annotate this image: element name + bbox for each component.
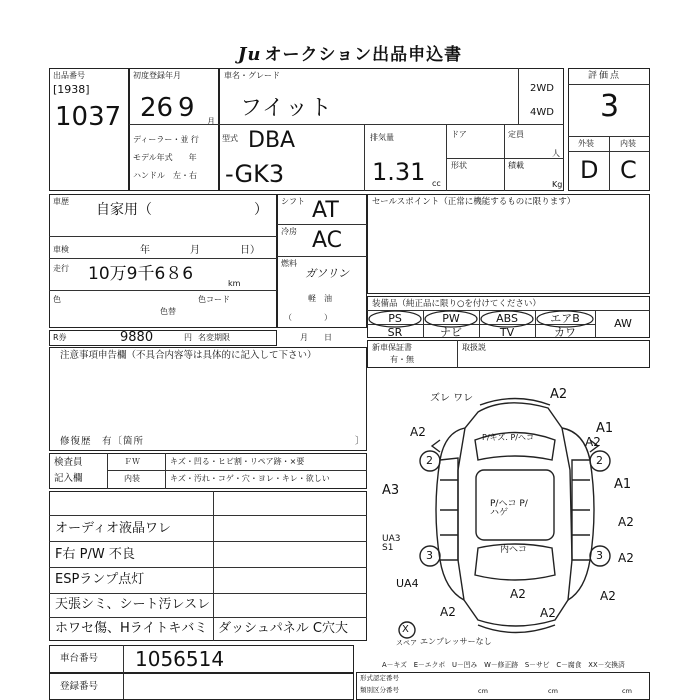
diag-ann-15: A2 xyxy=(440,605,456,619)
recycle-unit: 円 xyxy=(184,333,192,342)
history-value: 自家用（ xyxy=(96,202,152,218)
title-text: オークション出品申込書 xyxy=(264,45,463,65)
diag-ann-12: A2 xyxy=(618,551,634,565)
capacity-unit: 人 xyxy=(552,149,560,158)
recycle-label: R券 xyxy=(53,333,67,342)
diag-ann-13: UA4 xyxy=(396,577,419,590)
legend-cm-3: cm xyxy=(622,687,632,695)
registration-year: 26 xyxy=(140,93,174,123)
inspector-interior-label: 内装 xyxy=(124,474,140,483)
diag-ann-1: A2 xyxy=(550,387,568,402)
diag-circle-4: 3 xyxy=(596,549,603,562)
newcar-value: 有・無 xyxy=(390,355,414,364)
recycle-value: 9880 xyxy=(120,330,154,345)
diag-ann-17: A2 xyxy=(540,606,556,620)
diag-ann-2: A2 xyxy=(410,425,426,439)
type-value: DBA xyxy=(248,128,296,153)
notes-label: 注意事項申告欄（不具合内容等は具体的に記入して下さい） xyxy=(60,350,317,361)
door-label: ドア xyxy=(451,130,467,139)
lot-small-label: 出品番号 xyxy=(53,71,85,80)
diag-ann-10: UA3 S1 xyxy=(382,534,401,553)
remark-1: オーディオ液晶ワレ xyxy=(55,521,171,536)
diag-ann-0: ズレ ワレ xyxy=(430,393,474,404)
carname-value: フイット xyxy=(240,96,334,121)
diag-circle-3: 3 xyxy=(426,549,433,562)
chassis-value: 1056514 xyxy=(135,647,225,671)
grade-interior-label: 内装 xyxy=(620,139,636,148)
grade-exterior-label: 外装 xyxy=(578,139,594,148)
fuel-paren: （ ） xyxy=(284,313,332,322)
legend-model-cert: 形式認定番号 xyxy=(360,674,399,682)
capacity-label: 定員 xyxy=(508,130,524,139)
repair-close: 〕 xyxy=(355,436,365,447)
mileage-value: 10万9千6８6 xyxy=(88,264,194,284)
color-change-label: 色替 xyxy=(160,307,176,316)
lot-small-code: [1938] xyxy=(53,83,90,96)
fuel-label: 燃料 xyxy=(281,259,297,268)
diag-ann-16: A2 xyxy=(510,587,526,601)
manual-label: 取扱説 xyxy=(462,343,486,352)
ac-value: AC xyxy=(312,228,343,253)
legend-cm-1: cm xyxy=(478,687,488,695)
displacement-unit: cc xyxy=(432,179,441,188)
displacement-value: 1.31 xyxy=(372,158,426,186)
load-label: 積載 xyxy=(508,161,524,170)
legend-cm-2: cm xyxy=(548,687,558,695)
color-code-label: 色コード xyxy=(198,295,230,304)
ac-label: 冷房 xyxy=(281,227,297,236)
shift-label: シフト xyxy=(281,197,305,206)
equip-camera: カワ xyxy=(554,326,576,339)
repair-label: 修復歴 有〔箇所 xyxy=(60,436,145,447)
remark-3: ESPランプ点灯 xyxy=(55,572,145,587)
recycle-box xyxy=(49,330,277,346)
diag-spare-label: スペア xyxy=(396,639,417,647)
diag-ann-4: A2 xyxy=(585,435,601,449)
grade-interior-value: C xyxy=(620,156,637,184)
diag-ann-7: A3 xyxy=(382,483,400,498)
equip-tv: TV xyxy=(499,326,515,339)
grade-exterior-value: D xyxy=(580,156,599,184)
equip-navi: ナビ xyxy=(440,326,462,339)
inspector-fw-text: キズ・凹る・ヒビ割・リペア跡・×要 xyxy=(170,457,305,466)
chassis-label: 車台番号 xyxy=(60,653,99,664)
sales-point-box xyxy=(367,194,650,294)
color-label: 色 xyxy=(53,295,61,304)
diag-ann-8: P/ヘコ P/ハゲ xyxy=(490,499,528,518)
load-unit: Kg xyxy=(552,180,563,189)
remark-2: F右 P/W 不良 xyxy=(55,547,135,562)
history-close: ） xyxy=(254,202,268,218)
diag-spare-note: エンプレッサーなし xyxy=(420,637,492,646)
inspector-label-2: 記入欄 xyxy=(54,473,83,484)
mileage-unit: km xyxy=(228,279,241,288)
equip-abs: ABS xyxy=(496,312,518,325)
registration-number-label: 登録番号 xyxy=(60,681,99,692)
sales-point-label: セールスポイント（正常に機能するものに限ります） xyxy=(372,197,576,207)
carname-label: 車名・グレード xyxy=(224,71,280,80)
legend-box xyxy=(356,672,650,700)
diag-circle-0: 2 xyxy=(426,454,433,467)
equip-sr: SR xyxy=(387,326,403,339)
equip-pw: PW xyxy=(442,312,460,325)
diag-circle-1: 2 xyxy=(596,454,603,467)
remark-4: 天張シミ、シート汚レスレ xyxy=(55,597,211,612)
equip-aw: AW xyxy=(614,317,632,330)
handle-label: ハンドル 左・右 xyxy=(133,171,197,180)
equip-ps: PS xyxy=(388,312,402,325)
type-label: 型式 xyxy=(222,134,238,143)
equipment-label: 装備品（純正品に限り○を付けてください） xyxy=(372,299,541,309)
diag-spare-mark: X xyxy=(402,624,409,635)
ju-logo: Ju xyxy=(237,44,262,65)
remarks-box xyxy=(49,491,367,641)
registration-month-unit: 月 xyxy=(207,117,215,126)
registration-month: 9 xyxy=(178,93,195,123)
lot-number: 1037 xyxy=(55,102,122,132)
model-year-label: モデル年式 年 xyxy=(133,153,197,162)
diag-ann-6: A1 xyxy=(614,477,632,492)
shift-value: AT xyxy=(312,198,339,223)
fuel-value: ガソリン xyxy=(305,267,349,280)
name-change-label: 名変期限 xyxy=(198,333,230,342)
mileage-label: 走行 xyxy=(53,264,69,273)
diag-ann-14: A2 xyxy=(600,589,616,603)
diag-ann-3: A1 xyxy=(596,421,614,436)
equip-airbag: エアB xyxy=(550,312,580,325)
name-change-unit: 月 日 xyxy=(300,333,332,342)
legend-class: 類別区分番号 xyxy=(360,686,399,694)
diag-ann-5: P/キズ. P/ヘコ xyxy=(482,433,534,442)
shape-label: 形状 xyxy=(451,161,467,170)
grade-score: 3 xyxy=(600,89,620,124)
remark-5: ホワセ傷、Hライトキバミ xyxy=(55,621,208,636)
registration-label: 初度登録年月 xyxy=(133,71,181,80)
newcar-label: 新車保証書 xyxy=(372,343,412,352)
inspection-text: 年 月 日） xyxy=(140,245,260,256)
remark-6: ダッシュパネル C穴大 xyxy=(218,621,348,636)
inspector-label-1: 検査員 xyxy=(54,457,83,468)
type-value-2: -GK3 xyxy=(225,160,285,188)
legend-text: A－キズ E－エクボ U－凹み W－修正跡 S－サビ C－腐食 XX－交換済 xyxy=(382,661,625,669)
inspector-interior-text: キズ・汚れ・コゲ・穴・ヨレ・キレ・欲しい xyxy=(170,474,330,483)
displacement-label: 排気量 xyxy=(370,133,394,142)
history-label: 車歴 xyxy=(53,197,69,206)
fuel-diesel: 軽 油 xyxy=(308,294,332,303)
dealer-label: ディーラー・並 行 xyxy=(133,135,199,144)
diag-ann-11: 内ヘコ xyxy=(500,545,528,555)
diag-ann-9: A2 xyxy=(618,515,634,529)
grade-label: 評価点 xyxy=(588,71,622,81)
drive-4wd: 4WD xyxy=(530,107,554,118)
inspection-label: 車検 xyxy=(53,245,69,254)
inspector-fw-label: ＦＷ xyxy=(124,457,140,466)
drive-2wd: 2WD xyxy=(530,83,554,94)
form-title xyxy=(0,40,700,65)
